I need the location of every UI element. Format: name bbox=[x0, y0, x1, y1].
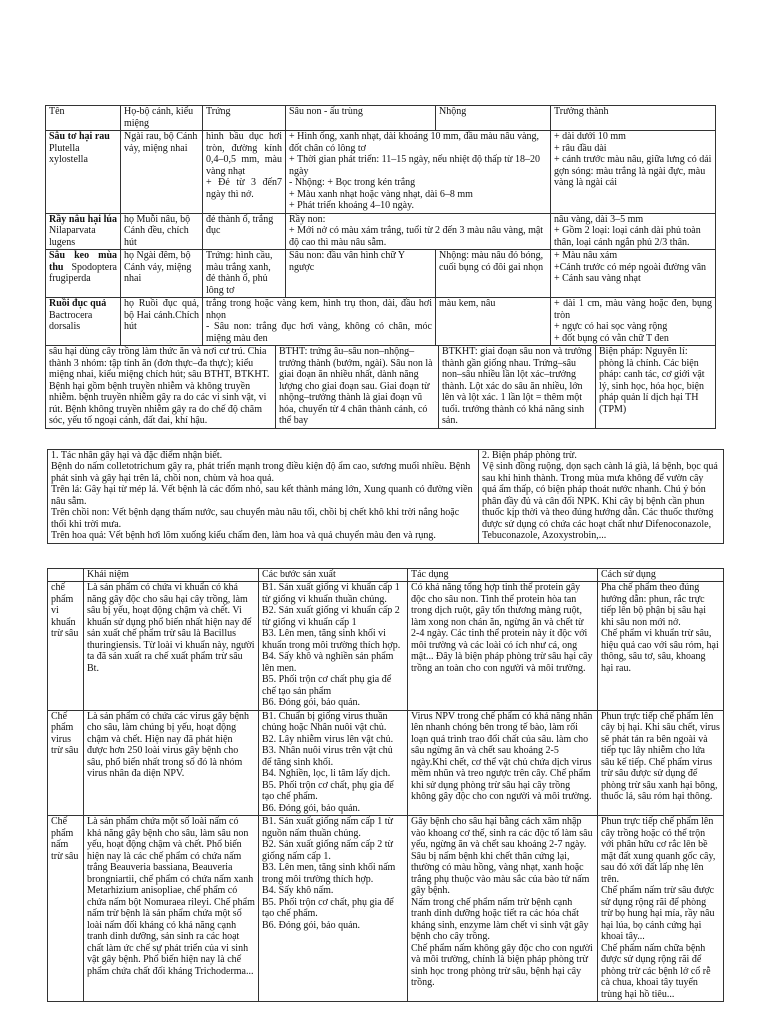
section-title: 1. Tác nhân gây hại và đặc điểm nhận biết. bbox=[51, 449, 223, 461]
pest-name: Rầy nâu hại lúa bbox=[49, 213, 117, 225]
header-cell: Tên bbox=[46, 106, 121, 131]
egg-cell: đẻ thành ổ, trắng đục bbox=[203, 213, 286, 250]
table-row bbox=[46, 346, 716, 429]
pest-scientific-name: Nilaparvata lugens bbox=[49, 225, 96, 248]
steps-cell: B1. Sản xuất giống nấm cấp 1 từ nguồn nấm thuần chủng. B2. Sản xuất giống nấm cấp 2 từ giống nấm cấp 1. B3. Lên men, tăng sinh khối nấm trong môi trường thích hợp. B4. Sấy khô nấm. B5. Phối trộn cơ chất, phụ gia để tạo chế phẩm. B6. Đóng gói, bảo quản. bbox=[259, 816, 408, 1002]
header-cell: Các bước sản xuất bbox=[259, 568, 408, 582]
pest-name: Sâu tơ hại rau bbox=[49, 131, 110, 142]
egg-cell: Trứng: hình cầu, màu trắng xanh, đẻ thành ổ, phủ lông tơ bbox=[203, 250, 286, 298]
header-cell: Khái niệm bbox=[84, 568, 259, 582]
header-cell: Nhộng bbox=[436, 106, 551, 131]
usage-cell: Phun trực tiếp chế phẩm lên cây bị hại. Khi sâu chết, virus sẽ phát tán ra bên ngoài và tiếp tục lây nhiễm cho lứa sâu kế tiếp. Chế phẩm virus trừ sâu được sử dụng để phòng trừ sâu xanh hại bông, thuốc lá, sâu róm hại thông. bbox=[598, 710, 724, 816]
pest-scientific-name: Plutella xylostella bbox=[49, 142, 88, 165]
pest-name-cell bbox=[46, 298, 121, 346]
steps-cell: B1. Sản xuất giống vi khuẩn cấp 1 từ giống vi khuẩn thuần chủng. B2. Sản xuất giống vi khuẩn cấp 2 từ giống vi khuẩn cấp 1 B3. Lên men, tăng sinh khối vi khuẩn trong môi trường thích hợp. B4. Sấy khô và nghiền sản phẩm lên men. B5. Phối trộn cơ chất phụ gia để chế tạo sản phẩm B6. Đóng gói, bảo quản. bbox=[259, 582, 408, 711]
usage-cell: Phun trực tiếp chế phẩm lên cây trồng hoặc có thể trộn với phân hữu cơ rắc lên bề mặt đất xung quanh gốc cây, sau đó xới đất lấp nhẹ lên trên. Chế phẩm nấm trừ sâu được sử dụng rộng rãi để phòng trừ bọ hung hại mía, rầy nâu hại lúa, bọ cánh cứng hại khoai tây... Chế phẩm nấm chữa bệnh được sử dụng rộng rãi để phòng trừ các bệnh lở cổ rễ cà chua, khoai tây tuyến trùng hại hồ tiêu... bbox=[598, 816, 724, 1002]
family-cell: họ Ruồi đục quả, bộ Hai cánh.Chích hút bbox=[121, 298, 203, 346]
concept-cell: Là sản phẩm chứa một số loài nấm có khả năng gây bệnh cho sâu, làm sâu non yếu, hoạt động chậm và chết. Phổ biến hiện nay là các chế phẩm có chứa nấm trắng Beauveria bassiana, Beauveria brongniartii, chế phẩm có chứa nấm xanh Metarhizium anisopliae, chế phẩm có chứa nấm bột Nomuraea rileyi. Chế phẩm nấm trừ bệnh là sản phẩm chứa một số loài nấm đối kháng có khả năng cạnh tranh dinh dưỡng, sản sinh ra các hoạt chất làm ức chế sự phát triển của vi sinh vật gây bệnh. Phổ biến hiện nay là chế phẩm chứa chất đối kháng Trichoderma... bbox=[84, 816, 259, 1002]
btkht-cell: BTKHT: giai đoạn sâu non và trưởng thành gần giống nhau. Trứng–sâu non–sâu nhiều lần lột xác–trưởng thành. Lột xác do sâu ăn nhiều, lớn lên và lột xác. 1 lần lột = thêm một tuổi. trưởng thành có khả năng sinh sản. bbox=[439, 346, 596, 429]
table-header-row bbox=[48, 568, 724, 582]
product-name-cell: Chế phẩm nấm trừ sâu bbox=[48, 816, 84, 1002]
pest-table bbox=[45, 105, 716, 346]
pest-overview-cell: sâu hại dùng cây trồng làm thức ăn và nơi cư trú. Chia thành 3 nhóm: tập tính ăn (đơn thực–đa thực); kiểu miệng nhai, kiểu miệng chích hút; sâu BTHT, BTKHT. Bệnh hại gồm bệnh truyền nhiễm và không truyền nhiễm. bệnh truyền nhiễm gây ra do các vi sinh vật, vi rút. Bệnh không truyền nhiễm gây ra do chế độ chăm sóc, yếu tố ngoại cảnh, đất đai, khí hậu. bbox=[46, 346, 276, 429]
effect-cell: Gây bệnh cho sâu hại bằng cách xâm nhập vào khoang cơ thể, sinh ra các độc tố làm sâu yếu, ngừng ăn và chết sau khoảng 2-7 ngày. Sâu bị nấm bệnh khi chết thân cứng lại, thường có màu hồng, vàng nhạt, xanh hoặc trắng phụ thuộc vào màu sắc của bào tử nấm gây bệnh. Nấm trong chế phẩm nấm trừ bệnh cạnh tranh dinh dưỡng hoặc tiết ra các hóa chất kháng sinh, enzyme làm chết vi sinh vật gây bệnh cho cây trồng. Chế phẩm nấm không gây độc cho con người và môi trường, chính là biện pháp phòng trừ sinh học trong phòng trừ sâu, bệnh hại cây trồng. bbox=[408, 816, 598, 1002]
header-cell: Cách sử dụng bbox=[598, 568, 724, 582]
larva-cell: + Hình ống, xanh nhạt, dài khoảng 10 mm, đầu màu nâu vàng, đốt chân có lông tơ + Thời gian phát triển: 11–15 ngày, nếu nhiệt độ thấp từ 18–20 ngày - Nhộng: + Bọc trong kén trắng + Màu xanh nhạt hoặc vàng nhạt, dài 6–8 mm + Phát triển khoảng 4–10 ngày. bbox=[286, 131, 551, 214]
control-measures-cell: Biện pháp: Nguyên lí: phòng là chính. Các biện pháp: canh tác, cơ giới vật lý, sinh học, hóa học, biện pháp quản lí dịch hại TH (TPM) bbox=[596, 346, 716, 429]
egg-larva-cell: trắng trong hoặc vàng kem, hình trụ thon, dài, đầu hơi nhọn - Sâu non: trắng đục hơi vàng, không có chân, móc miệng màu đen bbox=[203, 298, 436, 346]
table-row bbox=[46, 213, 716, 250]
pupa-cell: Nhộng: màu nâu đỏ bóng, cuối bụng có đôi gai nhọn bbox=[436, 250, 551, 298]
table-row bbox=[46, 298, 716, 346]
section-title: 2. Biện pháp phòng trừ. bbox=[482, 449, 577, 461]
pest-name-cell bbox=[46, 250, 121, 298]
usage-cell: Pha chế phẩm theo đúng hướng dẫn: phun, rắc trực tiếp lên bộ phận bị sâu hại khi sâu non mới nở. Chế phẩm vi khuẩn trừ sâu, hiệu quả cao với sâu róm, hại thông, sâu tơ, sâu, khoang hại rau. bbox=[598, 582, 724, 711]
effect-cell: Virus NPV trong chế phẩm có khả năng nhân lên nhanh chóng bên trong tế bào, làm rối loạn quá trình trao đổi chất của sâu. làm cho sâu ngừng ăn và chết sau khoảng 2-5 ngày.Khi chết, cơ thể vật chủ chứa dịch virus mềm nhũn và treo ngược trên cây. Chế phẩm khi sử dụng phòng trừ sâu hại cây trồng không gây độc cho con người và môi trường. bbox=[408, 710, 598, 816]
btht-cell: BTHT: trứng âu–sâu non–nhộng–trưởng thành (bướm, ngài). Sâu non là giai đoạn ăn nhiều nhất, dành năng lượng cho giai đoạn sau. Giai đoạn từ nhộng–trưởng thành là giai đoạn vũ hóa, chuyển từ 4 chân thành cánh, có thể bay bbox=[276, 346, 439, 429]
disease-table bbox=[47, 449, 724, 544]
family-cell: Ngài rau, bộ Cánh vảy, miệng nhai bbox=[121, 131, 203, 214]
header-cell: Trứng bbox=[203, 106, 286, 131]
disease-cause-cell bbox=[48, 449, 479, 543]
table-row bbox=[46, 131, 716, 214]
table-row bbox=[46, 250, 716, 298]
header-cell bbox=[48, 568, 84, 582]
steps-cell: B1. Chuẩn bị giống virus thuần chủng hoặc Nhân nuôi vật chủ. B2. Lây nhiễm virus lên vật chủ. B3. Nhân nuôi virus trên vật chủ để tăng sinh khối. B4. Nghiền, lọc, li tâm lấy dịch. B5. Phối trộn cơ chất, phụ gia để tạo chế phẩm. B6. Đóng gói, bảo quản. bbox=[259, 710, 408, 816]
family-cell: họ Muỗi nâu, bộ Cánh đều, chích hút bbox=[121, 213, 203, 250]
header-cell: Tác dụng bbox=[408, 568, 598, 582]
adult-cell: nâu vàng, dài 3–5 mm + Gồm 2 loại: loại cánh dài phủ toàn thân, loại cánh ngắn phủ 2/3 thân. bbox=[551, 213, 716, 250]
family-cell: họ Ngài đêm, bộ Cánh vảy, miệng nhai bbox=[121, 250, 203, 298]
adult-cell: + dài dưới 10 mm + râu đầu dài + cánh trước màu nâu, giữa lưng có dải gợn sóng: màu trắng là ngài đực, màu vàng là ngài cái bbox=[551, 131, 716, 214]
product-name-cell: chế phẩm vi khuẩn trừ sâu bbox=[48, 582, 84, 711]
notes-table bbox=[45, 345, 716, 429]
header-cell: Trưởng thành bbox=[551, 106, 716, 131]
section-body: Bệnh do nấm colletotrichum gây ra, phát triển mạnh trong điều kiện độ ẩm cao, sương muối nhiều. Bệnh phát sinh và gây hại trên lá, chồi non, chùm và hoa quả. Trên lá: Gây hại từ mép lá. Vết bệnh là các đốm nhỏ, sau kết thành mảng lớn, Xung quanh có đường viền nâu sẫm. Trên chồi non: Vết bệnh dạng thấm nước, sau chuyển màu nâu tối, chồi bị chết khô khi trời nắng hoặc thối khi trời mưa. Trên hoa quả: Vết bệnh hơi lõm xuống kiểu chấm đen, làm hoa và quả chuyển màu đen và rụng. bbox=[51, 461, 473, 541]
concept-cell: Là sản phẩm có chứa vi khuẩn có khả năng gây độc cho sâu hại cây trồng, làm sâu bị yếu, hoạt động chậm và chết. Vi khuẩn sử dụng phổ biến nhất hiện nay để sản xuất chế phẩm trừ sâu là Bacillus thuringiensis. Từ loài vi khuẩn này, người ta đã sản xuất ra chế xuất phẩm trừ sâu Bt. bbox=[84, 582, 259, 711]
header-cell: Họ-bộ cánh, kiểu miệng bbox=[121, 106, 203, 131]
effect-cell: Có khả năng tổng hợp tinh thể protein gây độc cho sâu non. Tinh thể protein hòa tan trong dịch ruột, gây tổn thương màng ruột, làm xong non chán ăn, ngừng ăn và chết từ 2-4 ngày. Các tinh thể protein này ít độc với môi trường và các loài có ích như cá, ong mật... Đây là biện pháp phòng trừ sâu hại cây trồng an toàn cho con người và môi trường. bbox=[408, 582, 598, 711]
egg-cell: hình bầu dục hơi tròn, đường kính 0,4–0,5 mm, màu vàng nhạt + Đẻ từ 3 đến7 ngày thì nở. bbox=[203, 131, 286, 214]
pest-scientific-name: Spodoptera frugiperda bbox=[49, 261, 117, 284]
adult-cell: + dài 1 cm, màu vàng hoặc đen, bụng tròn + ngực có hai sọc vàng rộng + đốt bụng có vằn chữ T đen bbox=[551, 298, 716, 346]
table-row bbox=[48, 710, 724, 816]
table-row bbox=[48, 449, 724, 543]
section-body: Vệ sinh đồng ruộng, dọn sạch cành lá già, lá bệnh, bọc quả sau khi hình thành. Trong mùa mưa không để vườn cây quá ẩm thấp, có biện pháp thoát nước nhanh. Chú ý bón phân đầy đủ và cân đối NPK. Khi cây bị bệnh cần phun thuốc kịp thời và theo đúng hướng dẫn. Các thuốc thường được sử dụng có chứa các hoạt chất như Difenoconazole, Tebuconazole, Azoxystrobin,... bbox=[482, 461, 718, 541]
biopesticide-table bbox=[47, 568, 724, 1003]
concept-cell: Là sản phẩm có chứa các virus gây bệnh cho sâu, làm chúng bị yếu, hoạt động chậm và chết. Hiện nay đã phát hiện được hơn 250 loài virus gây bệnh cho sâu, phổ biến nhất trong số đó là nhóm virus nhân đa diện NPV. bbox=[84, 710, 259, 816]
table-header-row bbox=[46, 106, 716, 131]
table-row bbox=[48, 582, 724, 711]
larva-cell: Sâu non: đầu vân hình chữ Y ngược bbox=[286, 250, 436, 298]
larva-cell: Rầy non: + Mới nở có màu xám trắng, tuổi từ 2 đến 3 màu nâu vàng, mật độ cao thì màu nâu sẫm. bbox=[286, 213, 551, 250]
header-cell: Sâu non - ấu trùng bbox=[286, 106, 436, 131]
table-row bbox=[48, 816, 724, 1002]
disease-control-cell bbox=[479, 449, 724, 543]
pest-name-cell bbox=[46, 131, 121, 214]
pest-name-cell bbox=[46, 213, 121, 250]
pest-name: Sâu keo mùa thu bbox=[49, 250, 117, 273]
pupa-cell: màu kem, nâu bbox=[436, 298, 551, 346]
pest-name: Ruồi đục quả bbox=[49, 298, 107, 309]
pest-scientific-name: Bactrocera dorsalis bbox=[49, 309, 93, 332]
adult-cell: + Màu nâu xám +Cánh trước có mép ngoài đường vân + Cánh sau vàng nhạt bbox=[551, 250, 716, 298]
product-name-cell: Chế phẩm virus trừ sâu bbox=[48, 710, 84, 816]
